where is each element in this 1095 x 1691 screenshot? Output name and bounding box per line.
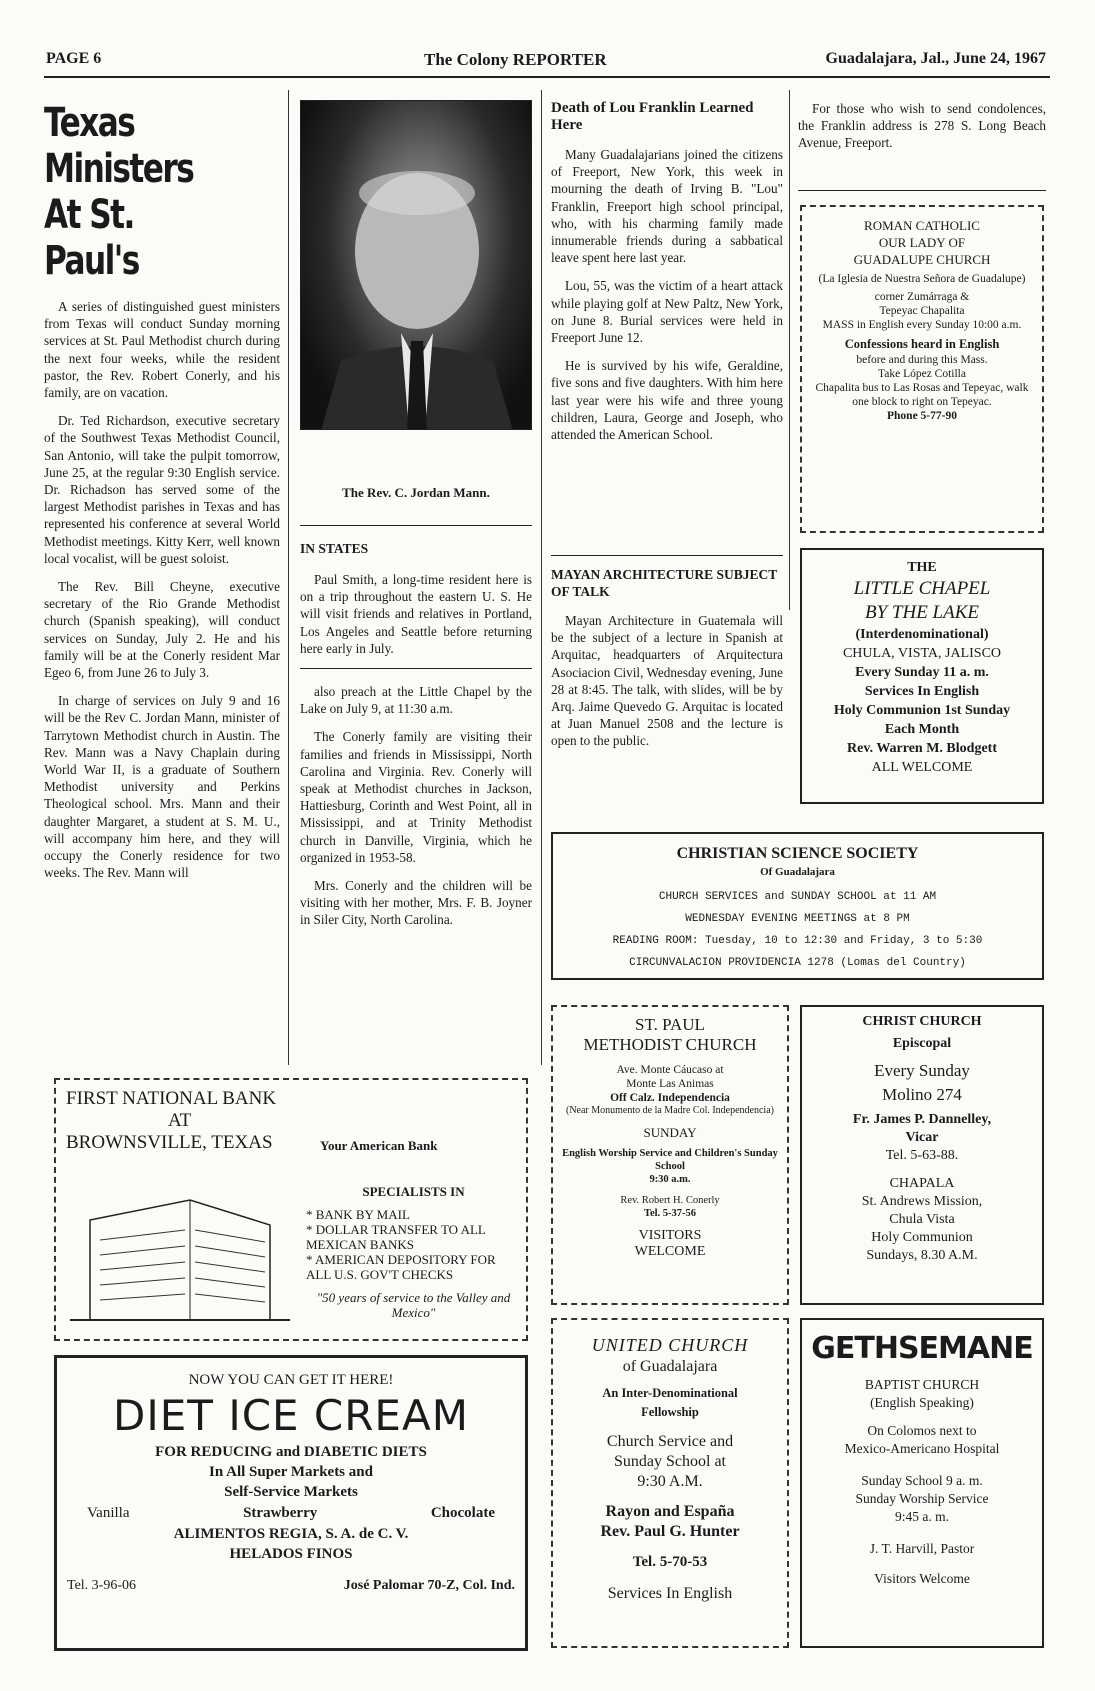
ad-text: HELADOS FINOS <box>229 1546 353 1562</box>
ad-text: 9:30 a.m. <box>649 1174 691 1185</box>
portrait-illustration <box>301 101 532 430</box>
ad-text: J. T. Harvill, Pastor <box>869 1541 975 1556</box>
mayan-article <box>551 566 783 761</box>
ad-text: CHRIST CHURCH <box>862 1014 982 1029</box>
ad-text: UNITED CHURCH <box>591 1335 749 1355</box>
ad-text: José Palomar 70-Z, Col. Ind. <box>343 1578 515 1593</box>
christian-science-ad <box>551 832 1044 980</box>
bank-specialties <box>306 1184 521 1320</box>
ad-text: NOW YOU CAN GET IT HERE! <box>188 1372 394 1388</box>
ad-text: DIET ICE CREAM <box>113 1391 469 1440</box>
ad-text: Tel. 5-63-88. <box>885 1148 959 1163</box>
ad-text: Chapalita bus to Las Rosas and Tepeyac, walk one block to right on Tepeyac. <box>815 382 1029 408</box>
ad-text: ALL WELCOME <box>871 760 973 775</box>
section-rule <box>798 190 1046 191</box>
ad-text: Mexico-Americano Hospital <box>844 1441 1000 1456</box>
first-national-bank-ad <box>54 1078 528 1341</box>
ad-text: Vicar <box>905 1130 939 1145</box>
ad-text: ALIMENTOS REGIA, S. A. de C. V. <box>173 1526 409 1542</box>
ad-text: AMERICAN DEPOSITORY FOR ALL U.S. GOV'T CHECKS <box>306 1252 496 1282</box>
ad-text: (English Speaking) <box>870 1395 974 1410</box>
in-states-head: IN STATES <box>300 541 369 556</box>
ad-text: THE <box>907 560 937 575</box>
ad-text: BANK BY MAIL <box>315 1207 410 1222</box>
ad-text: In All Super Markets and <box>209 1464 373 1480</box>
ad-text: Rev. Warren M. Blodgett <box>847 741 997 756</box>
headline-line-2: At St. Paul's <box>44 192 139 284</box>
ad-text: (La Iglesia de Nuestra Señora de Guadalupe) <box>818 273 1026 285</box>
ad-text: Ave. Monte Cáucaso at <box>616 1064 724 1076</box>
ad-text: Sundays, 8.30 A.M. <box>866 1248 978 1263</box>
ad-text: 9:30 A.M. <box>637 1473 703 1490</box>
ad-text: CHAPALA <box>889 1176 955 1191</box>
little-chapel-ad <box>800 548 1044 804</box>
in-states-article <box>300 540 532 940</box>
mayan-head: MAYAN ARCHITECTURE SUBJECT OF TALK <box>551 567 778 599</box>
ad-text: Tel. 3-96-06 <box>67 1578 137 1593</box>
ad-text: Sunday Worship Service <box>855 1491 989 1506</box>
ad-text <box>306 1252 521 1282</box>
ad-text: CHRISTIAN SCIENCE SOCIETY <box>676 845 919 862</box>
ad-text: CHURCH SERVICES and SUNDAY SCHOOL at 11 AM <box>658 891 937 903</box>
ad-text: Rev. Paul G. Hunter <box>600 1523 740 1540</box>
ad-text: BAPTIST CHURCH <box>864 1377 980 1392</box>
ad-text: Sunday School 9 a. m. <box>861 1473 983 1488</box>
ad-text: "50 years of service to the Valley and Mexico" <box>316 1290 511 1320</box>
newspaper-title: The Colony REPORTER <box>424 50 607 69</box>
ad-text: LITTLE CHAPEL <box>853 578 991 599</box>
column-rule-1 <box>288 90 289 1065</box>
ad-text: Holy Communion <box>871 1230 973 1245</box>
ad-text: Sunday School at <box>614 1453 726 1470</box>
ad-text: An Inter-Denominational <box>602 1386 738 1400</box>
ad-text: CIRCUNVALACION PROVIDENCIA 1278 (Lomas del Country) <box>629 957 966 969</box>
ad-text: Rev. Robert H. Conerly <box>620 1195 720 1206</box>
ad-text: (Interdenominational) <box>855 627 989 642</box>
ad-text: ST. PAUL <box>635 1015 705 1034</box>
ad-text: Chocolate <box>430 1505 495 1521</box>
minister-photo <box>300 100 532 430</box>
franklin-article <box>551 100 783 454</box>
article-paragraph: The Rev. Bill Cheyne, executive secretary of the Rio Grande Methodist church (Spanish speaking), will conduct services on Sunday, July 2. He and his family will be at the Conerly resident Mar Egeo 6, from June 26 to July 3. <box>44 579 280 681</box>
article-paragraph: He is survived by his wife, Geraldine, five sons and five daughters. With him here last year were his wife and three young children, Laura, George and Joseph, who attended the American School. <box>551 358 783 443</box>
ad-text: CHULA, VISTA, JALISCO <box>842 646 1002 661</box>
ad-text: ROMAN CATHOLIC <box>864 218 980 233</box>
franklin-continued <box>798 100 1046 163</box>
ad-text: Tel. 5-37-56 <box>643 1208 697 1219</box>
ad-text <box>67 1502 515 1524</box>
section-rule <box>300 668 532 669</box>
diet-ice-cream-ad <box>54 1355 528 1651</box>
ad-text <box>306 1207 521 1222</box>
ad-text: Tepeyac Chapalita <box>879 305 965 317</box>
ad-text: Rayon and España <box>605 1503 735 1520</box>
bank-building-illustration <box>70 1180 290 1330</box>
gethsemane-baptist-ad <box>800 1318 1044 1648</box>
ad-text: Visitors Welcome <box>874 1571 970 1586</box>
ad-text: READING ROOM: Tuesday, 10 to 12:30 and Friday, 3 to 5:30 <box>612 935 983 947</box>
ad-text: Tel. 5-70-53 <box>632 1554 708 1570</box>
ad-text: Molino 274 <box>882 1085 962 1104</box>
ad-text: VISITORS <box>638 1228 702 1243</box>
ad-text <box>67 1578 515 1594</box>
ad-text: before and during this Mass. <box>856 354 988 366</box>
bullet: * <box>306 1207 313 1222</box>
ad-text: DOLLAR TRANSFER TO ALL MEXICAN BANKS <box>306 1222 486 1252</box>
article-paragraph: Paul Smith, a long-time resident here is on a trip throughout the eastern U. S. He will visit friends and relatives in Portland, Los Angeles and Seattle before returning here early in July. <box>300 572 532 656</box>
ad-text: Church Service and <box>606 1433 734 1450</box>
ad-text: Episcopal <box>892 1036 952 1051</box>
article-paragraph: Mrs. Conerly and the children will be visiting with her mother, Mrs. F. B. Joyner in Siler City, North Carolina. <box>300 878 532 928</box>
ad-text: Of Guadalajara <box>760 866 835 878</box>
bullet: * <box>306 1222 313 1237</box>
page-number: PAGE 6 <box>46 50 102 67</box>
article-paragraph: A series of distinguished guest ministers from Texas will conduct Sunday morning services at St. Paul Methodist church during the next four weeks, while the resident pastor, the Rev. Robert Conerly, and his family, are on vacation. <box>44 299 280 401</box>
article-paragraph: In charge of services on July 9 and 16 will be the Rev C. Jordan Mann, minister of Tarrytown Methodist church in Austin. The Rev. Mann was a Navy Chaplain during World War II, is a graduate of Southern Methodist university and Perkins Theological school. Mrs. Mann and their daughter Margaret, a student at S. M. U., will accompany him here, and they will occupy the Conerly residence for two weeks. The Rev. Mann will <box>44 693 280 881</box>
ad-text: (Near Monumento de la Madre Col. Independencia) <box>566 1105 774 1116</box>
ad-text: AT <box>168 1110 192 1131</box>
ad-text: English Worship Service and Children's Sunday School <box>562 1148 778 1172</box>
bullet: * <box>306 1252 313 1267</box>
ad-text: SPECIALISTS IN <box>362 1184 465 1199</box>
ad-text: St. Andrews Mission, <box>861 1194 983 1209</box>
ad-text: Off Calz. Independencia <box>610 1092 730 1104</box>
article-paragraph: Many Guadalajarians joined the citizens of Freeport, New York, this week in mourning the death of Irving B. "Lou" Franklin, Freeport high school principal, who, with his charming family made innumerable friends during a sabbatical leave spent here last year. <box>551 147 783 266</box>
ad-text: Confessions heard in English <box>844 337 1000 351</box>
headline-line-1: Texas Ministers <box>44 100 194 192</box>
ad-text: SUNDAY <box>643 1125 697 1140</box>
ad-text: BY THE LAKE <box>864 602 980 623</box>
ad-text: Take López Cotilla <box>878 368 966 380</box>
masthead-rule <box>44 76 1050 78</box>
united-church-ad <box>551 1318 789 1648</box>
section-rule <box>551 555 783 556</box>
article-paragraph: Mayan Architecture in Guatemala will be the subject of a lecture in Spanish at Arquitac, headquarters of Arquitectura Asociacion Civil, Wednesday evening, June 28 at 8:45. The talk, with slides, will be by Arq. Jaime Quevedo G. Arquitac is located at Juan Manuel 2508 and the lecture is open to the public. <box>551 613 783 749</box>
ad-text: Vanilla <box>87 1505 130 1521</box>
ad-text: Fr. James P. Dannelley, <box>852 1112 992 1127</box>
franklin-head: Death of Lou Franklin Learned Here <box>551 100 754 133</box>
ad-text: Every Sunday <box>874 1061 970 1080</box>
ad-text: On Colomos next to <box>867 1423 977 1438</box>
caption-rule <box>300 525 532 526</box>
ad-text: Monte Las Animas <box>626 1078 714 1090</box>
article-paragraph: Dr. Ted Richardson, executive secretary of the Southwest Texas Methodist Council, San Antonio, will take the pulpit tomorrow, June 25, at the regular 9:30 English service. Dr. Richadson has served some of the largest Methodist parishes in Texas and has represented his conference at several World Methodist meetings. Kitty Kerr, well known local vocalist, will be guest soloist. <box>44 413 280 566</box>
ad-text: corner Zumárraga & <box>874 291 970 303</box>
article-paragraph: Lou, 55, was the victim of a heart attack while playing golf at New Paltz, New York, on June 8. Burial services were held in Freeport June 12. <box>551 278 783 346</box>
ad-text: OUR LADY OF <box>878 235 966 250</box>
column-rule-2 <box>541 90 542 1065</box>
bank-slogan: Your American Bank <box>320 1138 438 1153</box>
dateline: Guadalajara, Jal., June 24, 1967 <box>825 50 1046 67</box>
article-paragraph: For those who wish to send condolences, the Franklin address is 278 S. Long Beach Avenue, Freeport. <box>798 101 1046 151</box>
ad-text: GUADALUPE CHURCH <box>853 252 991 267</box>
ad-text: Fellowship <box>641 1405 699 1419</box>
ad-text: METHODIST CHURCH <box>583 1035 757 1054</box>
ad-text: Services In English <box>607 1585 733 1602</box>
ad-text: FOR REDUCING and DIABETIC DIETS <box>155 1444 427 1460</box>
ad-text: FIRST NATIONAL BANK <box>66 1088 277 1109</box>
st-paul-methodist-ad <box>551 1005 789 1305</box>
article-paragraph: The Conerly family are visiting their families and friends in Mississippi, North Carolina and Virginia. Rev. Conerly will speak at Methodist churches in Jackson, Hattiesburg, Corinth and West Point, all in Mississippi, and at Trinity Methodist church in Danville, Virginia, which he organized in 1953-58. <box>300 729 532 865</box>
ad-text: GETHSEMANE <box>811 1331 1033 1366</box>
article-paragraph: also preach at the Little Chapel by the Lake on July 9, at 11:30 a.m. <box>300 684 532 717</box>
ad-text: MASS in English every Sunday 10:00 a.m. <box>822 319 1022 331</box>
ad-text: 9:45 a. m. <box>895 1509 949 1524</box>
christ-church-ad <box>800 1005 1044 1305</box>
ad-text <box>306 1222 521 1252</box>
ad-text: Every Sunday 11 a. m. <box>855 665 989 680</box>
masthead <box>46 50 1046 72</box>
ad-text: Each Month <box>884 722 960 737</box>
ad-text: Phone 5-77-90 <box>887 410 957 422</box>
ad-text: WEDNESDAY EVENING MEETINGS at 8 PM <box>685 913 910 925</box>
texas-ministers-article <box>44 100 280 893</box>
ad-text: Strawberry <box>243 1505 318 1521</box>
photo-caption: The Rev. C. Jordan Mann. <box>342 485 490 500</box>
roman-catholic-ad <box>800 205 1044 533</box>
ad-text: Self-Service Markets <box>224 1484 358 1500</box>
ad-text: of Guadalajara <box>622 1358 718 1375</box>
ad-text: Holy Communion 1st Sunday <box>833 703 1011 718</box>
ad-text: Chula Vista <box>889 1212 955 1227</box>
column-rule-3 <box>789 90 790 610</box>
ad-text: BROWNSVILLE, TEXAS <box>66 1132 273 1153</box>
ad-text: Services In English <box>864 684 980 699</box>
ad-text: WELCOME <box>634 1244 706 1259</box>
